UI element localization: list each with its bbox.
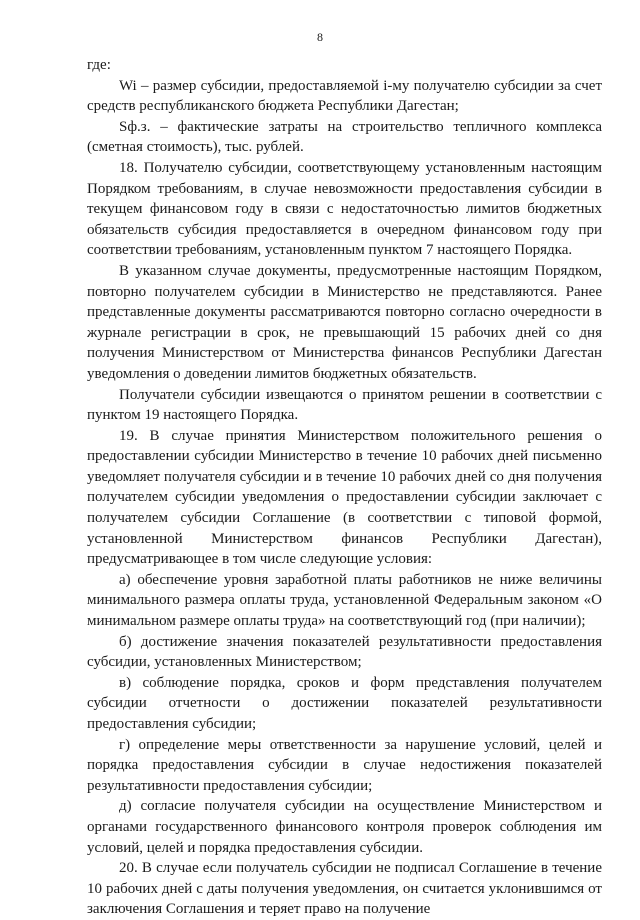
paragraph-19-e: д) согласие получателя субсидии на осуществление Министерством и органами государственного финансового контроля проверок соблюдения им условий, целей и порядка предоставления субсидии.	[87, 798, 602, 856]
paragraph-19: 19. В случае принятия Министерством положительного решения о предоставлении субсидии Министерство в течение 10 рабочих дней письменно уведомляет получателя субсидии и в течение 10 рабочих дней со дня получения получателем субсидии уведомления о предоставлении субсидии заключает с получателем субсидии Соглашение (в соответствии с типовой формой, установленной Министерством финансов Республики Дагестан), предусматривающее в том числе следующие условия:	[87, 427, 602, 568]
paragraph-where: где:	[87, 57, 111, 73]
document-body	[87, 55, 602, 920]
paragraph-18-notification: Получатели субсидии извещаются о принятом решении в соответствии с пунктом 19 настоящего Порядка.	[87, 386, 602, 424]
paragraph-18: 18. Получателю субсидии, соответствующему установленным настоящим Порядком требованиям, в случае невозможности предоставления субсидии в текущем финансовом году в связи с недостаточностью лимитов бюджетных обязательств субсидия предоставляется в очередном финансовом году при соответствии требованиям, установленным пунктом 7 настоящего Порядка.	[87, 159, 602, 259]
page-number: 8	[317, 30, 323, 44]
paragraph-18-documents: В указанном случае документы, предусмотренные настоящим Порядком, повторно получателем субсидии в Министерство не представляются. Ранее представленные документы рассматриваются повторно согласно очередности в журнале регистрации в срок, не превышающий 15 рабочих дней со дня получения Министерством от Министерства финансов Республики Дагестан уведомления о доведении лимитов бюджетных обязательств.	[87, 262, 602, 382]
paragraph-sfz-definition: Sф.з. – фактические затраты на строительство тепличного комплекса (сметная стоимость), тыс. рублей.	[87, 118, 602, 156]
paragraph-19-a: а) обеспечение уровня заработной платы работников не ниже величины минимального размера оплаты труда, установленной Федеральным законом «О минимальном размере оплаты труда» на соответствующий год (при наличии);	[87, 571, 602, 630]
paragraph-20: 20. В случае если получатель субсидии не подписал Соглашение в течение 10 рабочих дней с даты получения уведомления, он считается уклонившимся от заключения Соглашения и теряет право на получение	[87, 860, 602, 918]
paragraph-wi-definition: Wi – размер субсидии, предоставляемой i-му получателю субсидии за счет средств республиканского бюджета Республики Дагестан;	[87, 77, 602, 115]
paragraph-19-d: г) определение меры ответственности за нарушение условий, целей и порядка предоставления субсидии в случае недостижения показателей результативности предоставления субсидии;	[87, 736, 602, 794]
paragraph-19-c: в) соблюдение порядка, сроков и форм представления получателем субсидии отчетности о достижении показателей результативности предоставления субсидии;	[87, 674, 602, 732]
paragraph-19-b: б) достижение значения показателей результативности предоставления субсидии, установленных Министерством;	[87, 633, 602, 671]
